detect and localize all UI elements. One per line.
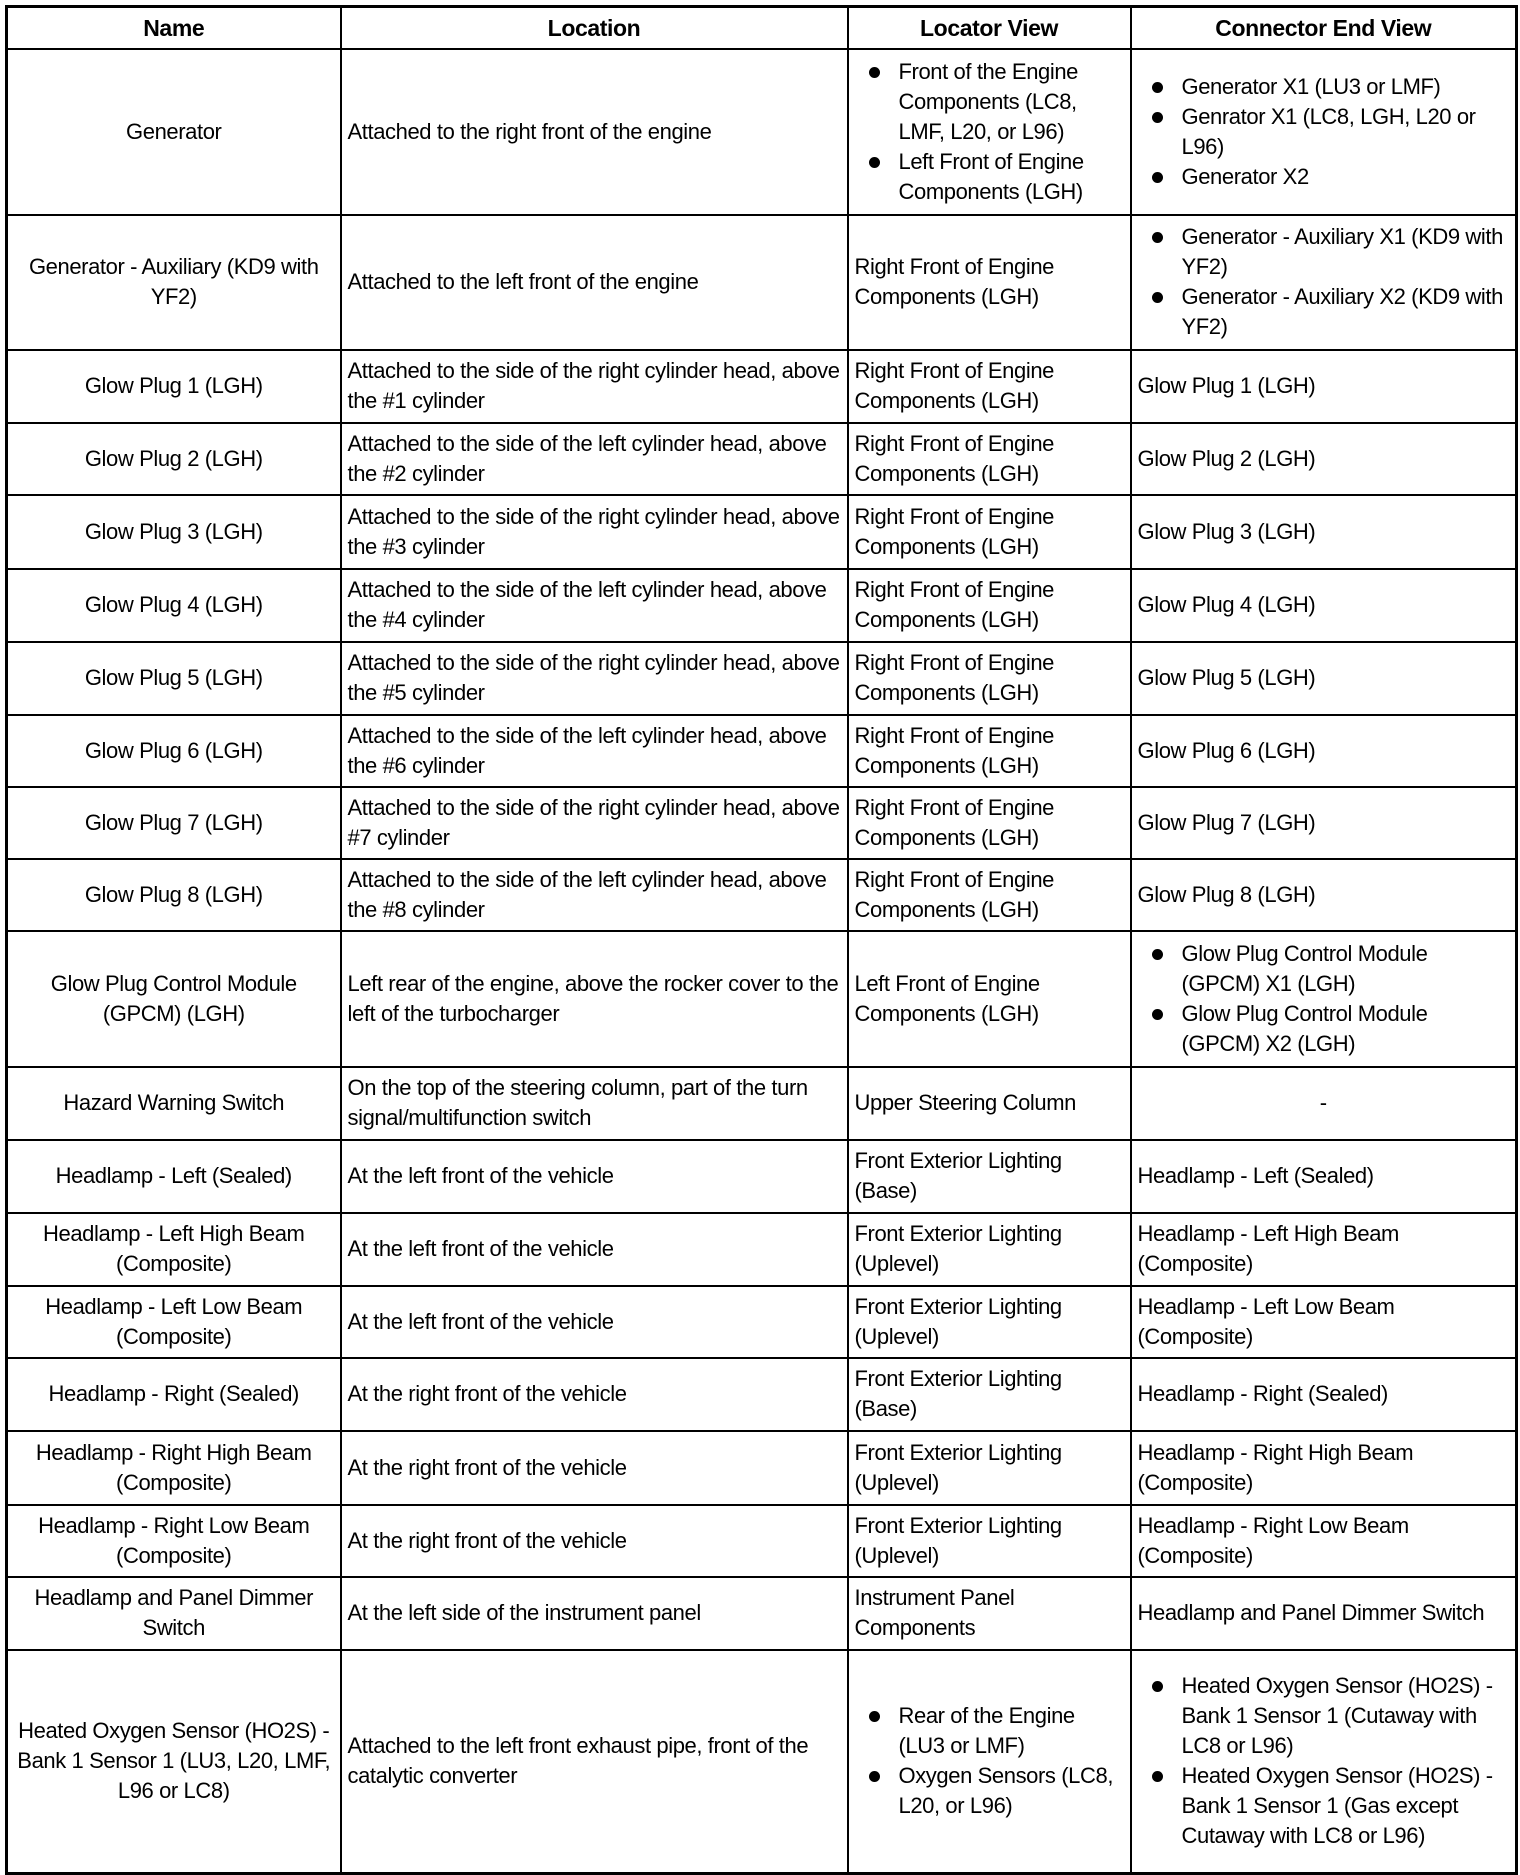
name-cell: Headlamp - Right Low Beam (Composite) xyxy=(7,1505,341,1577)
location-cell: Attached to the side of the right cylinder head, above the #1 cylinder xyxy=(341,350,848,423)
location-cell: Attached to the side of the right cylinder head, above the #3 cylinder xyxy=(341,495,848,569)
connector-location-table xyxy=(5,5,1518,1875)
location-cell: Attached to the left front exhaust pipe, front of the catalytic converter xyxy=(341,1650,848,1874)
location-cell: Attached to the right front of the engine xyxy=(341,49,848,215)
locator-view-cell: Front Exterior Lighting (Base) xyxy=(848,1140,1131,1213)
name-cell: Headlamp - Right (Sealed) xyxy=(7,1358,341,1431)
connector-end-view-cell: Headlamp - Left (Sealed) xyxy=(1131,1140,1517,1213)
name-cell: Glow Plug 1 (LGH) xyxy=(7,350,341,423)
locator-view-cell: Front Exterior Lighting (Uplevel) xyxy=(848,1431,1131,1505)
locator-view-cell: Right Front of Engine Components (LGH) xyxy=(848,495,1131,569)
table-row xyxy=(7,350,1517,423)
locator-view-cell: Right Front of Engine Components (LGH) xyxy=(848,423,1131,495)
table-row xyxy=(7,1140,1517,1213)
table-row xyxy=(7,1067,1517,1140)
bullet-item: Generator X1 (LU3 or LMF) xyxy=(1152,72,1510,102)
header-row xyxy=(7,7,1517,49)
bullet-item: Heated Oxygen Sensor (HO2S) - Bank 1 Sensor 1 (Cutaway with LC8 or L96) xyxy=(1152,1671,1510,1761)
table-row xyxy=(7,1358,1517,1431)
bullet-list xyxy=(855,57,1124,207)
name-cell: Generator - Auxiliary (KD9 with YF2) xyxy=(7,215,341,350)
locator-view-cell xyxy=(848,49,1131,215)
connector-end-view-cell: Glow Plug 2 (LGH) xyxy=(1131,423,1517,495)
table-row xyxy=(7,49,1517,215)
name-cell: Glow Plug 8 (LGH) xyxy=(7,859,341,931)
locator-view-cell: Instrument Panel Components xyxy=(848,1577,1131,1650)
locator-view-cell: Left Front of Engine Components (LGH) xyxy=(848,931,1131,1067)
locator-view-cell: Front Exterior Lighting (Base) xyxy=(848,1358,1131,1431)
connector-end-view-cell: - xyxy=(1131,1067,1517,1140)
connector-end-view-cell xyxy=(1131,49,1517,215)
header-connector-end-view: Connector End View xyxy=(1131,7,1517,49)
location-cell: Attached to the side of the left cylinder head, above the #2 cylinder xyxy=(341,423,848,495)
location-cell: Attached to the side of the left cylinder head, above the #8 cylinder xyxy=(341,859,848,931)
locator-view-cell xyxy=(848,1650,1131,1874)
name-cell: Glow Plug 7 (LGH) xyxy=(7,787,341,859)
location-cell: At the left front of the vehicle xyxy=(341,1286,848,1358)
bullet-list xyxy=(1138,72,1510,192)
bullet-list xyxy=(1138,939,1510,1059)
name-cell: Headlamp and Panel Dimmer Switch xyxy=(7,1577,341,1650)
locator-view-cell: Right Front of Engine Components (LGH) xyxy=(848,787,1131,859)
connector-end-view-cell: Headlamp - Right (Sealed) xyxy=(1131,1358,1517,1431)
header-locator-view: Locator View xyxy=(848,7,1131,49)
connector-end-view-cell: Headlamp - Right Low Beam (Composite) xyxy=(1131,1505,1517,1577)
bullet-item: Generator X2 xyxy=(1152,162,1510,192)
location-cell: At the left front of the vehicle xyxy=(341,1140,848,1213)
connector-end-view-cell: Glow Plug 5 (LGH) xyxy=(1131,642,1517,715)
name-cell: Glow Plug Control Module (GPCM) (LGH) xyxy=(7,931,341,1067)
connector-end-view-cell: Headlamp and Panel Dimmer Switch xyxy=(1131,1577,1517,1650)
locator-view-cell: Right Front of Engine Components (LGH) xyxy=(848,859,1131,931)
name-cell: Glow Plug 2 (LGH) xyxy=(7,423,341,495)
table-row xyxy=(7,1505,1517,1577)
name-cell: Hazard Warning Switch xyxy=(7,1067,341,1140)
connector-end-view-cell xyxy=(1131,931,1517,1067)
connector-end-view-cell: Glow Plug 6 (LGH) xyxy=(1131,715,1517,787)
name-cell: Heated Oxygen Sensor (HO2S) - Bank 1 Sensor 1 (LU3, L20, LMF, L96 or LC8) xyxy=(7,1650,341,1874)
table-row xyxy=(7,423,1517,495)
locator-view-cell: Right Front of Engine Components (LGH) xyxy=(848,215,1131,350)
bullet-item: Genrator X1 (LC8, LGH, L20 or L96) xyxy=(1152,102,1510,162)
table-row xyxy=(7,215,1517,350)
location-cell: Attached to the side of the left cylinder head, above the #6 cylinder xyxy=(341,715,848,787)
table-row xyxy=(7,931,1517,1067)
name-cell: Generator xyxy=(7,49,341,215)
table-row xyxy=(7,859,1517,931)
location-cell: Attached to the side of the right cylinder head, above the #5 cylinder xyxy=(341,642,848,715)
bullet-item: Glow Plug Control Module (GPCM) X1 (LGH) xyxy=(1152,939,1510,999)
name-cell: Headlamp - Left High Beam (Composite) xyxy=(7,1213,341,1286)
name-cell: Headlamp - Right High Beam (Composite) xyxy=(7,1431,341,1505)
location-cell: At the right front of the vehicle xyxy=(341,1431,848,1505)
location-cell: At the left side of the instrument panel xyxy=(341,1577,848,1650)
location-cell: At the right front of the vehicle xyxy=(341,1358,848,1431)
table-row xyxy=(7,1431,1517,1505)
table-row xyxy=(7,715,1517,787)
bullet-item: Generator - Auxiliary X2 (KD9 with YF2) xyxy=(1152,282,1510,342)
location-cell: Attached to the side of the left cylinder head, above the #4 cylinder xyxy=(341,569,848,642)
name-cell: Glow Plug 3 (LGH) xyxy=(7,495,341,569)
location-cell: At the left front of the vehicle xyxy=(341,1213,848,1286)
bullet-item: Front of the Engine Components (LC8, LMF, L20, or L96) xyxy=(869,57,1124,147)
location-cell: On the top of the steering column, part of the turn signal/multifunction switch xyxy=(341,1067,848,1140)
table-row xyxy=(7,642,1517,715)
bullet-item: Oxygen Sensors (LC8, L20, or L96) xyxy=(869,1761,1124,1821)
connector-end-view-cell: Glow Plug 1 (LGH) xyxy=(1131,350,1517,423)
bullet-item: Glow Plug Control Module (GPCM) X2 (LGH) xyxy=(1152,999,1510,1059)
table-row xyxy=(7,1650,1517,1874)
name-cell: Headlamp - Left Low Beam (Composite) xyxy=(7,1286,341,1358)
connector-end-view-cell: Glow Plug 8 (LGH) xyxy=(1131,859,1517,931)
connector-end-view-cell xyxy=(1131,1650,1517,1874)
location-cell: Left rear of the engine, above the rocker cover to the left of the turbocharger xyxy=(341,931,848,1067)
locator-view-cell: Front Exterior Lighting (Uplevel) xyxy=(848,1505,1131,1577)
location-cell: At the right front of the vehicle xyxy=(341,1505,848,1577)
table-row xyxy=(7,1213,1517,1286)
name-cell: Glow Plug 6 (LGH) xyxy=(7,715,341,787)
name-cell: Glow Plug 4 (LGH) xyxy=(7,569,341,642)
bullet-list xyxy=(1138,1671,1510,1851)
table-row xyxy=(7,1286,1517,1358)
bullet-list xyxy=(1138,222,1510,342)
locator-view-cell: Right Front of Engine Components (LGH) xyxy=(848,642,1131,715)
locator-view-cell: Upper Steering Column xyxy=(848,1067,1131,1140)
location-cell: Attached to the left front of the engine xyxy=(341,215,848,350)
bullet-item: Heated Oxygen Sensor (HO2S) - Bank 1 Sensor 1 (Gas except Cutaway with LC8 or L96) xyxy=(1152,1761,1510,1851)
bullet-item: Left Front of Engine Components (LGH) xyxy=(869,147,1124,207)
table-row xyxy=(7,495,1517,569)
header-location: Location xyxy=(341,7,848,49)
table-row xyxy=(7,569,1517,642)
header-name: Name xyxy=(7,7,341,49)
connector-end-view-cell: Glow Plug 4 (LGH) xyxy=(1131,569,1517,642)
connector-end-view-cell: Headlamp - Left High Beam (Composite) xyxy=(1131,1213,1517,1286)
locator-view-cell: Right Front of Engine Components (LGH) xyxy=(848,715,1131,787)
bullet-list xyxy=(855,1701,1124,1821)
locator-view-cell: Front Exterior Lighting (Uplevel) xyxy=(848,1286,1131,1358)
connector-end-view-cell: Glow Plug 3 (LGH) xyxy=(1131,495,1517,569)
name-cell: Headlamp - Left (Sealed) xyxy=(7,1140,341,1213)
connector-end-view-cell: Headlamp - Right High Beam (Composite) xyxy=(1131,1431,1517,1505)
location-cell: Attached to the side of the right cylinder head, above #7 cylinder xyxy=(341,787,848,859)
bullet-item: Generator - Auxiliary X1 (KD9 with YF2) xyxy=(1152,222,1510,282)
bullet-item: Rear of the Engine (LU3 or LMF) xyxy=(869,1701,1124,1761)
locator-view-cell: Right Front of Engine Components (LGH) xyxy=(848,350,1131,423)
locator-view-cell: Front Exterior Lighting (Uplevel) xyxy=(848,1213,1131,1286)
table-row xyxy=(7,1577,1517,1650)
name-cell: Glow Plug 5 (LGH) xyxy=(7,642,341,715)
connector-end-view-cell: Headlamp - Left Low Beam (Composite) xyxy=(1131,1286,1517,1358)
connector-end-view-cell: Glow Plug 7 (LGH) xyxy=(1131,787,1517,859)
locator-view-cell: Right Front of Engine Components (LGH) xyxy=(848,569,1131,642)
connector-end-view-cell xyxy=(1131,215,1517,350)
table-row xyxy=(7,787,1517,859)
